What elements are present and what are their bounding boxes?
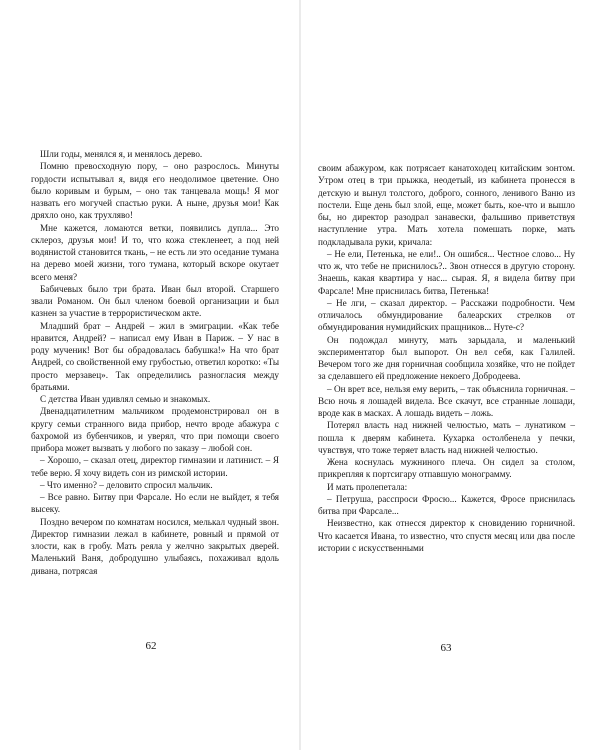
paragraph: – Петруша, расспроси Фросю... Кажется, Фросе приснилась битва при Фарсале... [318,493,575,516]
paragraph: Бабичевых было три брата. Иван был второй. Старшего звали Романом. Он был членом боевой организации и был казнен за участие в террористическом акте. [31,283,279,319]
paragraph: Он подождал минуту, мать зарыдала, и маленький экспериментатор был выпорот. Он вел себя, как Галилей. Вечером того же дня горничная сообщила хозяйке, что не пойдет за сделавшего ей предложение некоего Добродеева. [318,334,575,382]
paragraph: И мать пролепетала: [327,481,408,492]
paragraph: Неизвестно, как отнесся директор к сновидению горничной. Что касается Ивана, то известно, что спустя месяц или два после истории с искусственными [318,518,575,553]
paragraph: – Не лги, – сказал директор. – Расскажи подробности. Чем отличалось обмундирование балеарских стрелков от обмундирования нумидийских пращников... Нуте-с? [318,297,575,333]
paragraph: – Что именно? – деловито спросил мальчик. [40,479,213,490]
paragraph: – Он врет все, нельзя ему верить, – так объяснила горничная. – Всю ночь я лошадей видела. Все скачут, все странные лошади, вроде как в масках. А лошадь видеть – ложь. [318,383,575,418]
paragraph: Шли годы, менялся я, и менялось дерево. [40,149,203,159]
page-number-right: 63 [440,642,452,654]
paragraph: Двенадцатилетним мальчиком продемонстрировал он в кругу семьи странного вида прибор, нечто вроде абажура с бахромой из бубенчиков, и уверял, что при помощи своего прибора может вызвать у любого по заказу – любой сон. [31,406,279,453]
paragraph: Потерял власть над нижней челюстью, мать – лунатиком – пошла к дверям кабинета. Кухарка остолбенела у печки, чувствуя, что тоже теряет власть над нижней челюстью. [318,420,575,455]
right-page-text [318,162,575,554]
paragraph: Помню превосходную пору, – оно разрослось. Минуты гордости испытывал я, видя его неодолимое цветение. Оно было коривым и бурым, – оно так танцевала мощь! Я мог назвать его могучей спастью руки. А ныне, друзья мои! Как дряхло оно, как трухляво! [31,161,279,221]
paragraph: – Все равно. Битву при Фарсале. Но если не выйдет, я тебя высеку. [31,492,279,515]
paragraph: – Хорошо, – сказал отец, директор гимназии и латинист. – Я тебе верю. Я хочу видеть сон из римской истории. [31,455,279,478]
paragraph: – Не ели, Петенька, не ели!.. Он ошибся... Честное слово... Ну что ж, что тебе не приснилось?.. Звон отнесся в другую сторону. Знаешь, какая квартира у нас... сырая. Я, я видела битву при Фарсале! Мне приснилась битва, Петенька! [318,248,575,296]
left-page-text [31,148,279,577]
paragraph: своим абажуром, как потрясает канатоходец китайским зонтом. Утром отец в три прыжка, неодетый, из кабинета пронесся в детскую и вынул толстого, доброго, сонного, ленивого Ваню из постели. Еще день был злой, еще, может быть, кое-что и вышло бы, но директор разодрал занавески, фальшиво приветствуя наступление утра. Мать хотела помешать порке, мать подкладывала руки, кричала: [318,163,575,247]
book-gutter [299,0,301,750]
paragraph: Поздно вечером по комнатам носился, мелькал чудный звон. Директор гимназии лежал в кабинете, ровный и прямой от злости, как в гробу. Мать реяла у желчно закрытых дверей. Маленький Ваня, добродушно улыбаясь, похаживал вдоль дивана, потрясая [31,516,279,576]
paragraph: Младший брат – Андрей – жил в эмиграции. «Как тебе нравится, Андрей? – написал ему Иван в Париж. – У нас в роду мученик! Вот бы обрадовалась бабушка!» На что брат Андрей, со свойственной ему грубостью, ответил коротко: «Ты просто мерзавец». Так определились разногласия между братьями. [31,320,279,392]
paragraph: Мне кажется, ломаются ветки, появились дупла... Это склероз, друзья мои! И то, что кожа стекленеет, а под ней водянистой становится ткань, – не есть ли это оседание тумана на дерево моей жизни, того тумана, который вскоре окутает всего меня? [31,222,279,282]
paragraph: С детства Иван удивлял семью и знакомых. [40,394,211,404]
paragraph: Жена коснулась мужниного плеча. Он сидел за столом, прикрепляя к портсигару отпавшую монограмму. [318,457,575,480]
page-number-left: 62 [145,640,157,652]
